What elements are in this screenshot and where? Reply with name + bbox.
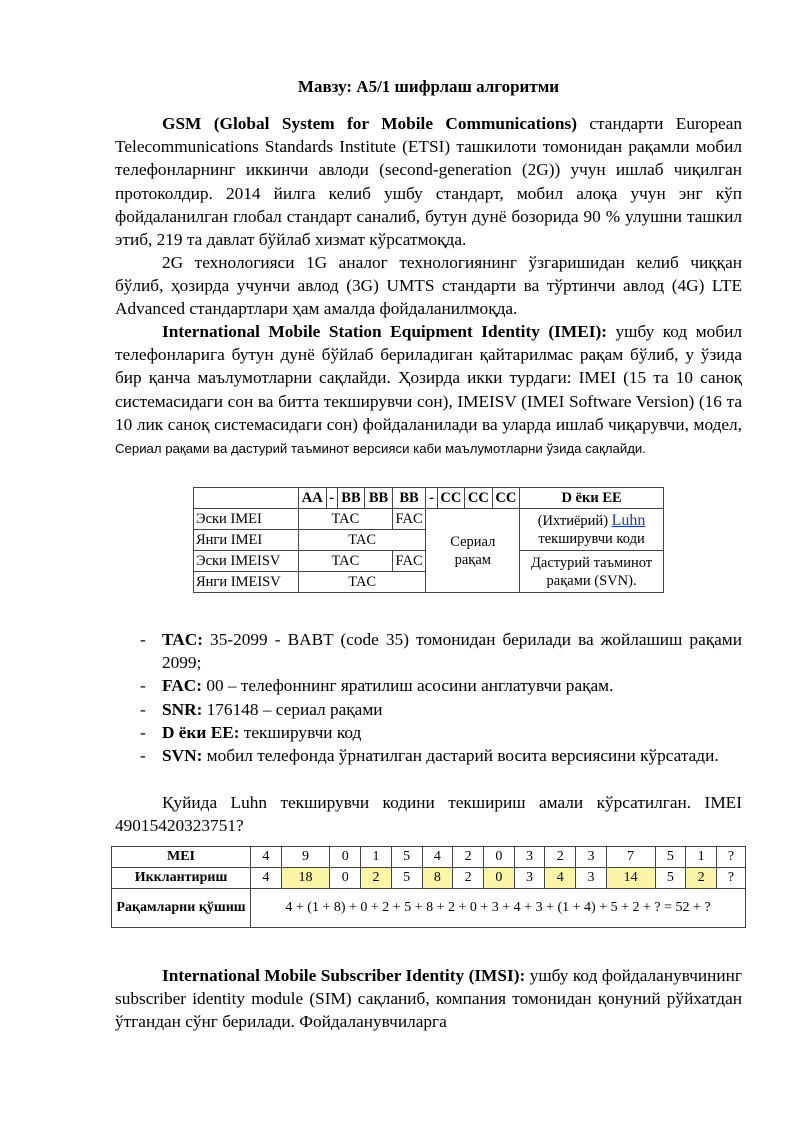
serial-label: Сериал рақам xyxy=(450,533,496,568)
svn-cell: Дастурий таъминот рақами (SVN). xyxy=(520,551,664,593)
header-cell: BB xyxy=(365,488,393,509)
table-row xyxy=(112,889,746,928)
luhn-table xyxy=(111,846,746,928)
doubled-cell: 3 xyxy=(514,868,545,889)
header-cell: BB xyxy=(337,488,365,509)
paragraph-imei xyxy=(115,320,742,460)
doubled-cell: ? xyxy=(716,868,745,889)
digit-cell: 3 xyxy=(576,847,607,868)
doubled-cell: 4 xyxy=(545,868,576,889)
doubled-cell: 0 xyxy=(483,868,514,889)
table-header-row xyxy=(194,488,664,509)
paragraph-imsi xyxy=(115,964,742,1034)
digit-cell: ? xyxy=(716,847,745,868)
serial-cell xyxy=(426,509,520,593)
table-row xyxy=(112,847,746,868)
doubled-cell: 0 xyxy=(330,868,361,889)
imei-text: ушбу код мобил телефонларига бутун дунё бўйлаб бериладиган қайтарилмас рақам бўлиб, у ўзида бир қанча маълумотларни сақлайди. Ҳозирда икки турдаги: IMEI (15 та 10 саноқ системасидаги сон ва битта текширувчи сон), IMEISV (IMEI Software Version) (16 та 10 лик саноқ системасидаги сон) фойдаланилади ва уларда ишлаб чиқарувчи, модел, xyxy=(115,322,742,434)
page-title: Мавзу: A5/1 шифрлаш алгоритми xyxy=(297,77,560,96)
doubled-cell: 5 xyxy=(655,868,686,889)
digit-cell: 4 xyxy=(251,847,282,868)
header-cell: AA xyxy=(299,488,327,509)
row-label: Эски IMEISV xyxy=(194,551,299,572)
paragraph-2g xyxy=(115,251,742,321)
table-row xyxy=(112,868,746,889)
digit-cell: 0 xyxy=(330,847,361,868)
imsi-text: ушбу код фойдаланувчининг subscriber identity module (SIM) сақланиб, компания томонидан қонуний рўйхатдан ўтгандан сўнг берилади. Фойдаланувчиларга xyxy=(115,966,742,1032)
header-cell: - xyxy=(426,488,437,509)
doubled-cell: 8 xyxy=(422,868,453,889)
row-label: Янги IMEISV xyxy=(194,572,299,593)
imei-small-text: Сериал рақами ва дастурий таъминот версияси каби маълумотларни ўзида сақлайди. xyxy=(115,441,646,457)
tac-cell: TAC xyxy=(299,572,426,593)
digit-cell: 5 xyxy=(391,847,422,868)
list-item: - SVN: мобил телефонда ўрнатилган дастарий восита версиясини кўрсатади. xyxy=(140,746,719,766)
doubled-cell: 4 xyxy=(251,868,282,889)
tac-cell: TAC xyxy=(299,551,393,572)
gsm-text: стандарти European Telecommunications Standards Institute (ETSI) ташкилоти томонидан рақамли мобил телефонларнинг иккинчи авлоди (second-generation (2G)) учун ишлаб чиқилган протоколдир. 2014 йилга келиб ушбу стандарт, мобил алоқа учун энг кўп фойдаланилган глобал стандарт саналиб, бутун дунё бозорида 90 % улушни ташкил этиб, 219 та давлат бўйлаб хизмат кўрсатмоқда. xyxy=(115,114,743,250)
doubled-cell: 5 xyxy=(391,868,422,889)
gsm-term: GSM (Global System for Mobile Communications) xyxy=(162,114,577,133)
luhn-link[interactable]: Luhn xyxy=(611,511,646,529)
row-label: Янги IMEI xyxy=(194,530,299,551)
header-cell: BB xyxy=(392,488,426,509)
check-suffix: текширувчи коди xyxy=(538,530,645,547)
fac-cell: FAC xyxy=(392,551,426,572)
row-label: MEI xyxy=(112,847,251,868)
imsi-term: International Mobile Subscriber Identity (IMSI): xyxy=(162,966,526,985)
list-item: - FAC: 00 – телефоннинг яратилиш асосини англатувчи рақам. xyxy=(140,676,614,696)
digit-cell: 0 xyxy=(483,847,514,868)
sum-cell: 4 + (1 + 8) + 0 + 2 + 5 + 8 + 2 + 0 + 3 + 4 + 3 + (1 + 4) + 5 + 2 + ? = 52 + ? xyxy=(251,889,746,928)
list-item: - D ёки EE: текширувчи код xyxy=(140,722,362,742)
header-cell: - xyxy=(326,488,337,509)
check-digit-cell xyxy=(520,509,664,551)
list-item: - SNR: 176148 – сериал рақами xyxy=(140,699,383,719)
header-cell: CC xyxy=(437,488,465,509)
check-prefix: (Ихтиёрий) xyxy=(537,512,612,529)
doubled-cell: 18 xyxy=(281,868,330,889)
luhn-text: Қуйида Luhn текширувчи кодини текшириш амали кўрсатилган. IMEI 49015420323751? xyxy=(115,793,742,836)
header-cell: CC xyxy=(492,488,520,509)
row-label: Эски IMEI xyxy=(194,509,299,530)
tac-cell: TAC xyxy=(299,530,426,551)
doubled-cell: 2 xyxy=(686,868,717,889)
tac-cell: TAC xyxy=(299,509,393,530)
digit-cell: 1 xyxy=(686,847,717,868)
doubled-cell: 2 xyxy=(361,868,392,889)
table-row xyxy=(194,509,664,530)
header-cell: D ёки EE xyxy=(520,488,664,509)
row-label: Икклантириш xyxy=(112,868,251,889)
doubled-cell: 2 xyxy=(453,868,484,889)
doubled-cell: 3 xyxy=(576,868,607,889)
paragraph-luhn xyxy=(115,791,742,837)
digit-cell: 7 xyxy=(606,847,655,868)
imei-term: International Mobile Station Equipment Identity (IMEI): xyxy=(162,322,607,341)
2g-text: 2G технологияси 1G аналог технологиянинг ўзгаришидан келиб чиққан бўлиб, ҳозирда учунчи авлод (3G) UMTS стандарти ва тўртинчи авлод (4G) LTE Advanced стандартлари ҳам амалда фойдаланилмоқда. xyxy=(115,253,742,319)
digit-cell: 9 xyxy=(281,847,330,868)
imei-structure-table xyxy=(193,487,664,593)
fac-cell: FAC xyxy=(392,509,426,530)
digit-cell: 5 xyxy=(655,847,686,868)
field-list xyxy=(115,628,742,767)
digit-cell: 4 xyxy=(422,847,453,868)
row-label: Рақамларни қўшиш xyxy=(112,889,251,928)
digit-cell: 3 xyxy=(514,847,545,868)
digit-cell: 2 xyxy=(545,847,576,868)
header-cell: CC xyxy=(465,488,493,509)
digit-cell: 2 xyxy=(453,847,484,868)
doubled-cell: 14 xyxy=(606,868,655,889)
list-item: - TAC: 35-2099 - BABT (code 35) томонидан берилади ва жойлашиш рақами 2099; xyxy=(140,630,742,673)
header-cell xyxy=(194,488,299,509)
paragraph-gsm xyxy=(115,112,742,251)
digit-cell: 1 xyxy=(361,847,392,868)
